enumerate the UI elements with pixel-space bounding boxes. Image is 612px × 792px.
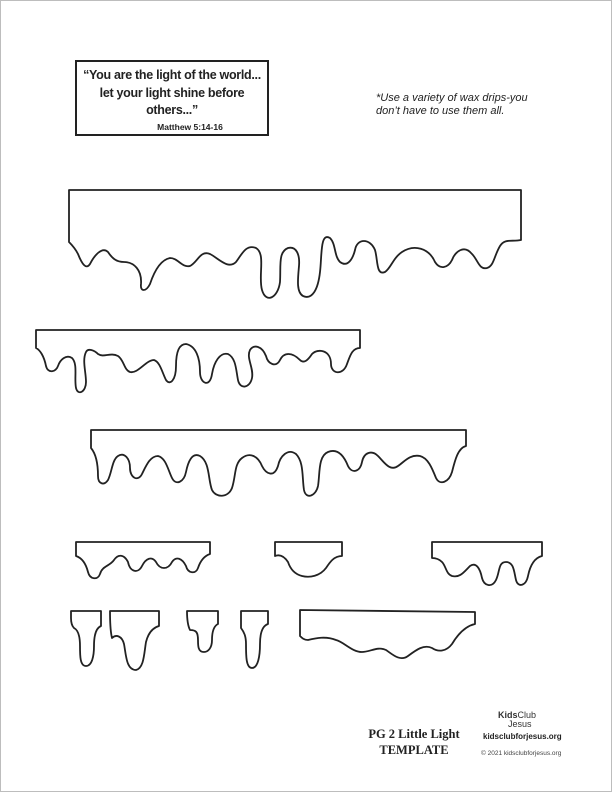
instruction-note: *Use a variety of wax drips-you don’t have to use them all. (376, 92, 528, 117)
single-drip-2 (110, 611, 159, 670)
logo-jesus-text: Jesus (508, 719, 532, 729)
copyright-text: © 2021 kidsclubforjesus.org (481, 750, 562, 757)
footer-title-line2: TEMPLATE (379, 743, 449, 757)
kids-club-logo (498, 711, 536, 729)
single-drip-4 (241, 611, 268, 668)
logo-club-text: Club (517, 710, 537, 720)
wide-drip-2 (36, 330, 360, 392)
small-drip-3 (432, 542, 542, 585)
small-drip-2 (275, 542, 342, 577)
verse-reference: Matthew 5:14-16 (157, 121, 223, 132)
logo-kids-text: Kids (498, 710, 518, 720)
footer-title-line1: PG 2 Little Light (368, 727, 460, 741)
wide-drip-1 (69, 190, 521, 298)
single-drip-1 (71, 611, 101, 666)
small-drip-1 (76, 542, 210, 578)
low-drip (300, 610, 475, 658)
website-link[interactable]: kidsclubforjesus.org (483, 732, 562, 741)
verse-text: “You are the light of the world... let your light shine before others...” (83, 68, 261, 117)
wide-drip-3 (91, 430, 466, 496)
single-drip-3 (187, 611, 218, 652)
